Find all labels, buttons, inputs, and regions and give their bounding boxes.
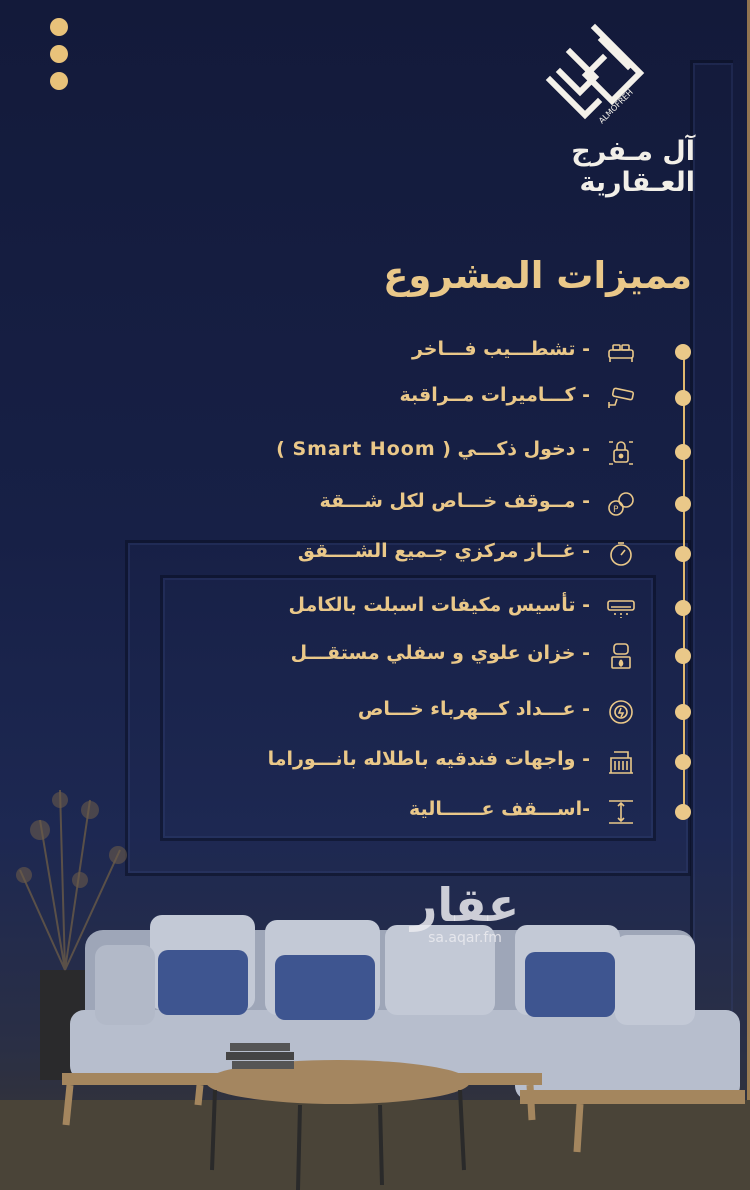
- feature-item: [250, 588, 700, 628]
- bed-icon: [605, 336, 637, 368]
- decorative-dots: [50, 18, 68, 99]
- living-room-scene: [0, 760, 750, 1190]
- timeline-dot: [675, 444, 691, 460]
- feature-label: - تشطـــيب فـــاخر: [411, 338, 590, 360]
- timeline-dot: [675, 496, 691, 512]
- feature-item: [250, 432, 700, 472]
- feature-label: -اســـقف عــــــالية: [409, 798, 590, 820]
- feature-label: - غـــاز مركزي جـميع الشــــقق: [297, 540, 590, 562]
- feature-label: - واجهات فندقيه باطلاله بانـــوراما: [267, 748, 590, 770]
- cctv-camera-icon: [605, 382, 637, 414]
- feature-item: [250, 534, 700, 574]
- feature-item: [250, 692, 700, 732]
- water-tank-icon: [605, 640, 637, 672]
- timeline-dot: [675, 546, 691, 562]
- timeline-dot: [675, 648, 691, 664]
- gas-meter-icon: [605, 538, 637, 570]
- timeline-dot: [675, 600, 691, 616]
- brand-mark-text: ALMOFREH: [597, 87, 635, 126]
- timeline-dot: [675, 704, 691, 720]
- parking-icon: [605, 488, 637, 520]
- feature-label: - خزان علوي و سفلي مستقـــل: [290, 642, 590, 664]
- watermark: [400, 880, 530, 946]
- dot: [50, 45, 68, 63]
- floor-rug: [0, 1100, 750, 1190]
- watermark-url: sa.aqar.fm: [428, 930, 502, 946]
- page-title: مميزات المشروع: [383, 254, 692, 297]
- timeline-dot: [675, 390, 691, 406]
- feature-item: [250, 378, 700, 418]
- feature-item: [250, 636, 700, 676]
- brand-logo-mark: [540, 20, 650, 130]
- dot: [50, 72, 68, 90]
- brand-name: آل مـفرج العـقارية: [571, 136, 695, 198]
- smart-lock-icon: [605, 436, 637, 468]
- feature-label: - مــوقف خـــاص لكل شـــقة: [319, 490, 590, 512]
- feature-label: - كـــاميرات مــراقبة: [399, 384, 590, 406]
- electric-meter-icon: [605, 696, 637, 728]
- feature-item: [250, 484, 700, 524]
- feature-label: - عـــداد كـــهرباء خـــاص: [357, 698, 590, 720]
- feature-label: - دخول ذكـــي ( Smart Hoom ): [276, 438, 590, 460]
- timeline-dot: [675, 344, 691, 360]
- dot: [50, 18, 68, 36]
- feature-label: - تأسيس مكيفات اسبلت بالكامل: [288, 594, 590, 616]
- air-conditioner-icon: [605, 592, 637, 624]
- watermark-logo-text: عقار: [410, 878, 520, 932]
- svg-text:P: P: [613, 505, 619, 515]
- feature-item: [250, 332, 700, 372]
